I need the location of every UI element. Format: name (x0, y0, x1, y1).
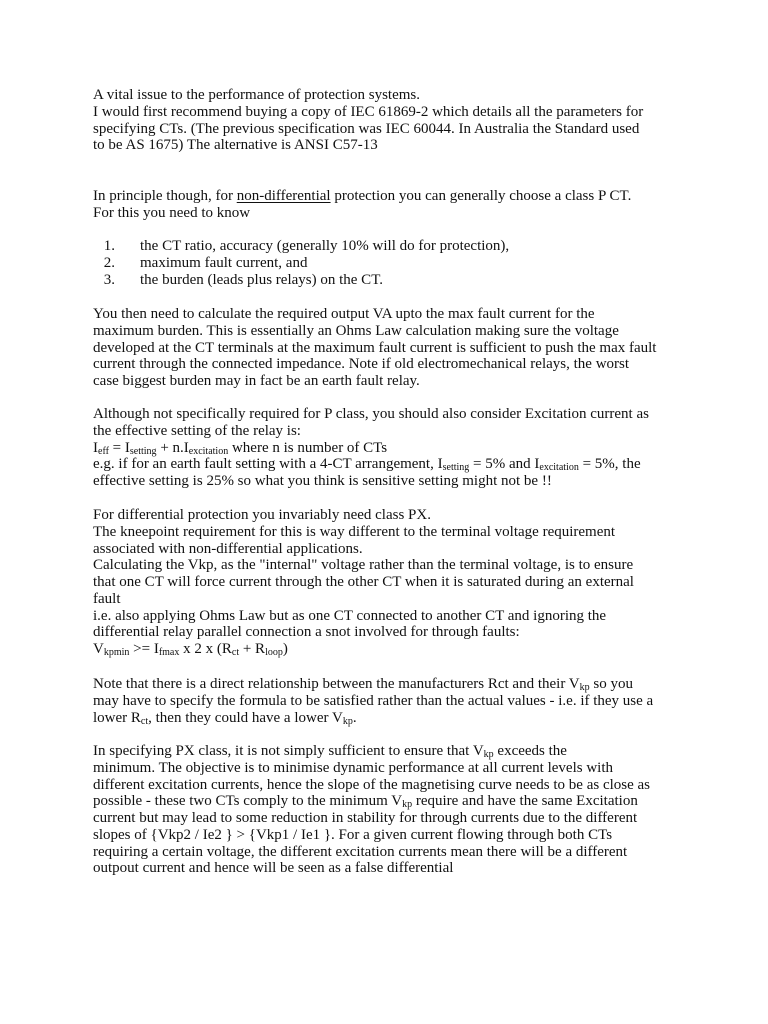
text-run: = 5%, the (578, 456, 641, 473)
excitation-paragraph (93, 406, 693, 490)
text-line: slopes of {Vkp2 / Ie2 } > {Vkp1 / Ie1 }. For a given current flowing through both CTs (93, 826, 613, 843)
requirements-list (93, 238, 509, 288)
vkp-formula (93, 641, 693, 658)
text-line: may have to specify the formula to be satisfied rather than the actual values - i.e. if they use a (93, 692, 654, 709)
text-line (93, 743, 693, 760)
list-item (93, 238, 509, 255)
list-text: the CT ratio, accuracy (generally 10% will do for protection), (140, 238, 510, 254)
text-line: maximum burden. This is essentially an Ohms Law calculation making sure the voltage (93, 322, 619, 339)
text-line: You then need to calculate the required output VA upto the max fault current for the (93, 306, 595, 322)
text-run: = 5% and I (469, 456, 540, 473)
text-line: The kneepoint requirement for this is way different to the terminal voltage requirement (93, 523, 616, 540)
subscript: ct (231, 647, 240, 658)
text-run: + n.I (156, 439, 189, 456)
text-line: the effective setting of the relay is: (93, 422, 301, 439)
subscript: excitation (188, 445, 229, 457)
subscript: kp (579, 682, 590, 693)
text-run: e.g. if for an earth fault setting with a 4-CT arrangement, I (93, 456, 443, 473)
text-line: For this you need to know (93, 204, 251, 221)
list-item (93, 272, 509, 289)
text-line: developed at the CT terminals at the maximum fault current is sufficient to push the max fault (93, 339, 657, 356)
effective-setting-equation (93, 440, 693, 457)
px-class-paragraph (93, 743, 693, 877)
text-line: effective setting is 25% so what you think is sensitive setting might not be !! (93, 473, 552, 489)
va-calculation-paragraph (93, 306, 693, 390)
subscript: setting (129, 445, 157, 457)
list-text: maximum fault current, and (140, 254, 308, 271)
text-line (93, 793, 693, 810)
text-run: where n is number of CTs (228, 439, 388, 456)
text-line: outpout current and hence will be seen as a false differential (93, 860, 454, 877)
list-text: the burden (leads plus relays) on the CT. (140, 271, 383, 288)
subscript: kp (483, 749, 494, 760)
text-run: In specifying PX class, it is not simply sufficient to ensure that V (93, 743, 484, 759)
subscript: excitation (539, 462, 579, 474)
text-run: x 2 x (R (179, 641, 232, 657)
subscript: eff (98, 445, 109, 457)
differential-paragraph (93, 507, 693, 658)
text-line: current through the connected impedance. Note if old electromechanical relays, the worst (93, 356, 630, 373)
text-line: differential relay parallel connection a snot involved for through faults: (93, 624, 520, 641)
subscript: setting (442, 462, 470, 474)
text-line (93, 188, 693, 205)
text-run: . (352, 709, 357, 726)
text-run: ) (282, 641, 288, 657)
text-line: A vital issue to the performance of protection systems. (93, 87, 421, 103)
text-line: case biggest burden may in fact be an earth fault relay. (93, 373, 420, 389)
subscript: kp (342, 715, 353, 727)
text-line: current but may lead to some reduction in stability for through currents due to the different (93, 810, 638, 826)
text-run: require and have the same Excitation (412, 793, 638, 810)
text-line: associated with non-differential applications. (93, 540, 363, 557)
text-line: Calculating the Vkp, as the "internal" voltage rather than the terminal voltage, is to ensure (93, 557, 634, 574)
list-item (93, 255, 509, 272)
text-run: V (93, 641, 104, 657)
text-run: so you (589, 676, 633, 692)
list-number: 2. (103, 254, 115, 271)
text-line: i.e. also applying Ohms Law but as one CT connected to another CT and ignoring the (93, 607, 607, 624)
subscript: kp (402, 799, 413, 811)
text-line: I would first recommend buying a copy of IEC 61869-2 which details all the parameters for (93, 103, 644, 120)
text-run: lower R (93, 709, 141, 726)
subscript: kpmin (103, 647, 130, 658)
text-run: protection you can generally choose a class P CT. (330, 188, 632, 204)
text-line: specifying CTs. (The previous specification was IEC 60044. In Australia the Standard used (93, 120, 640, 137)
text-line: For differential protection you invariably need class PX. (93, 507, 431, 523)
text-run: + R (239, 641, 266, 657)
list-number: 1. (103, 238, 115, 254)
text-run: Note that there is a direct relationship between the manufacturers Rct and their V (93, 676, 580, 692)
text-run: exceeds the (493, 743, 567, 759)
text-run: I (93, 439, 98, 456)
text-run: , then they could have a lower V (148, 709, 343, 726)
text-line: that one CT will force current through the other CT when it is saturated during an external (93, 574, 634, 590)
text-line: different excitation currents, hence the slope of the magnetising curve needs to be as close as (93, 776, 651, 793)
text-line: requiring a certain voltage, the different excitation currents mean there will be a different (93, 843, 628, 860)
text-run: possible - these two CTs comply to the minimum V (93, 793, 403, 810)
text-line: minimum. The objective is to minimise dynamic performance at all current levels with (93, 759, 613, 776)
subscript: fmax (158, 647, 180, 658)
rct-relationship-paragraph (93, 676, 693, 726)
text-line: fault (93, 590, 121, 607)
text-line (93, 710, 693, 727)
underlined-term: non-differential (236, 188, 331, 204)
text-line (93, 676, 693, 693)
text-run: = I (108, 439, 130, 456)
intro-paragraph (93, 87, 693, 154)
subscript: ct (140, 715, 149, 727)
list-number: 3. (103, 271, 115, 288)
subscript: loop (265, 647, 283, 658)
principle-paragraph (93, 188, 693, 222)
text-line: Although not specifically required for P class, you should also consider Excitation current as (93, 406, 649, 422)
text-run: >= I (129, 641, 159, 657)
text-line (93, 456, 693, 473)
text-run: In principle though, for (93, 188, 237, 204)
text-line: to be AS 1675) The alternative is ANSI C57-13 (93, 137, 378, 154)
